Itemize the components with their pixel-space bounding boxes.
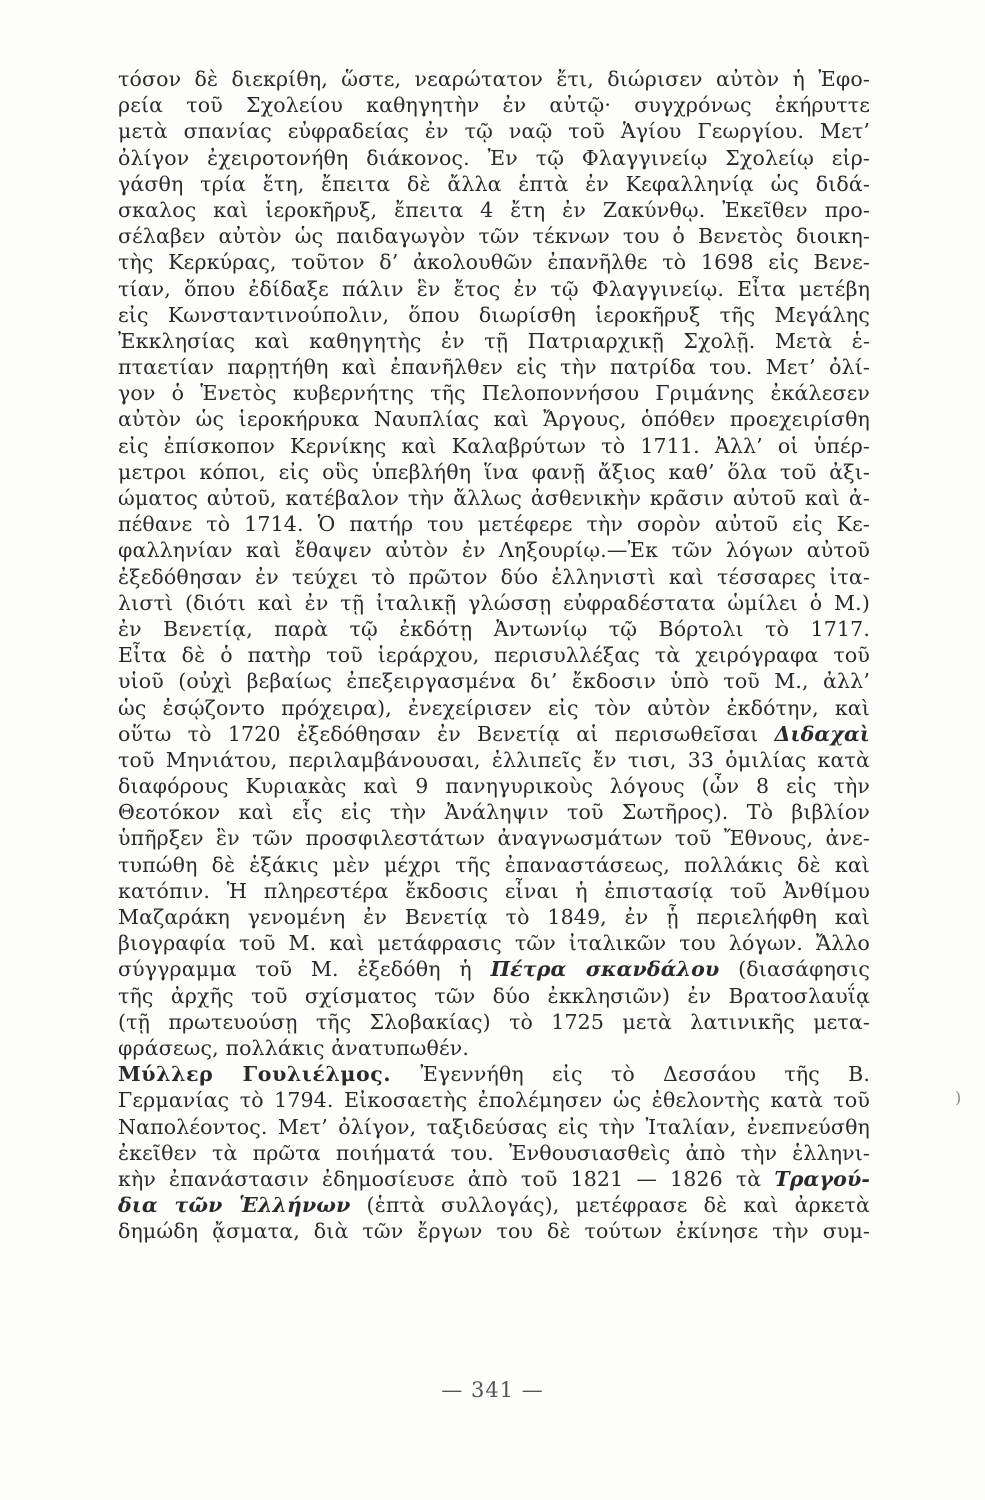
text-line: τὴς Κερκύρας, τοῦτον δ’ ἀκολουθῶν ἐπανῆλθε τὸ 1698 εἰς Βενε- (118, 250, 870, 275)
text-line: σέλαβεν αὐτὸν ὡς παιδαγωγὸν τῶν τέκνων του ὁ Βενετὸς διοικη- (118, 224, 870, 249)
text-line: διαφόρους Κυριακὰς καὶ 9 πανηγυρικοὺς λόγους (ὧν 8 εἰς τὴν (118, 774, 870, 799)
text-line: Ἐκκλησίας καὶ καθηγητὴς ἐν τῇ Πατριαρχικῇ Σχολῇ. Μετὰ ἑ- (118, 328, 870, 353)
emphasized-title: Πέτρα σκανδάλου (490, 957, 720, 982)
text-line: φράσεως, πολλάκις ἀνατυπωθέν. (118, 1035, 470, 1060)
text-line: πέθανε τὸ 1714. Ὁ πατήρ του μετέφερε τὴν σορὸν αὐτοῦ εἰς Κε- (118, 512, 870, 537)
text-line: κὴν ἐπανάστασιν ἐδημοσίευσε ἀπὸ τοῦ 1821 — 1826 τὰ Τραγού- (118, 1166, 870, 1191)
text-line: δια τῶν Ἑλλήνων (ἑπτὰ συλλογάς), μετέφρασε δὲ καὶ ἀρκετὰ (118, 1193, 870, 1218)
text-line: πταετίαν παρῃτήθη καὶ ἐπανῆλθεν εἰς τὴν πατρίδα του. Μετ’ ὀλί- (118, 355, 870, 380)
text-line: μετροι κόποι, εἰς οὓς ὑπεβλήθη ἵνα φανῇ ἄξιος καθ’ ὅλα τοῦ ἀξι- (118, 459, 870, 484)
text-line: ἐκεῖθεν τὰ πρῶτα ποιήματά του. Ἐνθουσιασθεὶς ἀπὸ τὴν ἑλληνι- (118, 1140, 870, 1165)
entry-first-line: Μύλλερ Γουλιέλμος. Ἐγεννήθη εἰς τὸ Δεσσάου τῆς Β. (118, 1062, 870, 1087)
text-line: Μαζαράκη γενομένη ἐν Βενετίᾳ τὸ 1849, ἐν ᾗ περιελήφθη καὶ (118, 905, 870, 929)
emphasized-title: δια τῶν Ἑλλήνων (118, 1193, 351, 1218)
text-line: εἰς ἐπίσκοπον Κερνίκης καὶ Καλαβρύτων τὸ 1711. Ἀλλ’ οἱ ὑπέρ- (118, 433, 870, 458)
text-line: ὡς ἐσῴζοντο πρόχειρα), ἐνεχείρισεν εἰς τὸν αὐτὸν ἐκδότην, καὶ (118, 695, 870, 720)
entry-headword: Μύλλερ Γουλιέλμος. (118, 1062, 421, 1087)
text-line: γον ὁ Ἑνετὸς κυβερνήτης τῆς Πελοποννήσου Γριμάνης ἐκάλεσεν (118, 381, 870, 406)
text-line: τοῦ Μηνιάτου, περιλαμβάνουσαι, ἐλλιπεῖς ἔν τισι, 33 ὁμιλίας κατὰ (118, 747, 870, 772)
text-line: βιογραφία τοῦ Μ. καὶ μετάφρασις τῶν ἰταλικῶν του λόγων. Ἄλλο (118, 931, 870, 956)
text-line: (τῇ πρωτευούσῃ τῆς Σλοβακίας) τὸ 1725 μετὰ λατινικῆς μετα- (118, 1009, 870, 1034)
text-line: αὐτὸν ὡς ἱεροκήρυκα Ναυπλίας καὶ Ἄργους, ὁπόθεν προεχειρίσθη (118, 407, 870, 432)
margin-mark: ) (955, 1088, 962, 1107)
text-line: κατόπιν. Ἡ πληρεστέρα ἔκδοσις εἶναι ἡ ἐπιστασίᾳ τοῦ Ἀνθίμου (118, 878, 870, 903)
text-line: τόσον δὲ διεκρίθη, ὥστε, νεαρώτατον ἔτι, διώρισεν αὐτὸν ἡ Ἐφο- (118, 67, 870, 91)
text-line: ἐν Βενετίᾳ, παρὰ τῷ ἐκδότῃ Ἀντωνίῳ τῷ Βόρτολι τὸ 1717. (118, 616, 870, 641)
text-line: Γερμανίας τὸ 1794. Εἰκοσαετὴς ἐπολέμησεν ὡς ἐθελοντὴς κατὰ τοῦ (118, 1088, 870, 1113)
emphasized-title: Διδαχαὶ (774, 721, 870, 746)
text-line: Θεοτόκον καὶ εἷς εἰς τὴν Ἀνάληψιν τοῦ Σωτῆρος). Τὸ βιβλίον (118, 800, 870, 825)
text-line: σύγγραμμα τοῦ Μ. ἐξεδόθη ἡ Πέτρα σκανδάλου (διασάφησις (118, 957, 870, 982)
text-line: φαλληνίαν καὶ ἔθαψεν αὐτὸν ἐν Ληξουρίῳ.—Ἐκ τῶν λόγων αὐτοῦ (118, 538, 870, 563)
body-text (118, 66, 870, 1244)
text-line: ρεία τοῦ Σχολείου καθηγητὴν ἐν αὐτῷ· συγχρόνως ἐκήρυττε (118, 93, 870, 118)
text-line: ὀλίγον ἐχειροτονήθη διάκονος. Ἐν τῷ Φλαγγινείῳ Σχολείῳ εἰρ- (118, 145, 870, 170)
text-line: ὑπῆρξεν ἓν τῶν προσφιλεστάτων ἀναγνωσμάτων τοῦ Ἔθνους, ἀνε- (118, 826, 870, 851)
text-line: τῆς ἀρχῆς τοῦ σχίσματος τῶν δύο ἐκκλησιῶν) ἐν Βρατοσλαυΐᾳ (118, 983, 870, 1008)
text-line: τυπώθη δὲ ἑξάκις μὲν μέχρι τῆς ἐπαναστάσεως, πολλάκις δὲ καὶ (118, 852, 870, 877)
text-line: ώματος αὐτοῦ, κατέβαλον τὴν ἄλλως ἀσθενικὴν κρᾶσιν αὐτοῦ καὶ ἀ- (118, 486, 870, 510)
text-line: οὕτω τὸ 1720 ἐξεδόθησαν ἐν Βενετίᾳ αἱ περισωθεῖσαι Διδαχαὶ (118, 721, 870, 746)
text-line: Εἶτα δὲ ὁ πατὴρ τοῦ ἱεράρχου, περισυλλέξας τὰ χειρόγραφα τοῦ (118, 643, 870, 668)
text-line: Ναπολέοντος. Μετ’ ὀλίγον, ταξιδεύσας εἰς τὴν Ἰταλίαν, ἐνεπνεύσθη (118, 1114, 870, 1139)
text-line: δημώδη ᾄσματα, διὰ τῶν ἔργων του δὲ τούτων ἐκίνησε τὴν συμ- (118, 1219, 870, 1244)
text-line: ἐξεδόθησαν ἐν τεύχει τὸ πρῶτον δύο ἑλληνιστὶ καὶ τέσσαρες ἰτα- (118, 564, 870, 589)
emphasized-title: Τραγού- (774, 1166, 870, 1191)
text-line: μετὰ σπανίας εὐφραδείας ἐν τῷ ναῷ τοῦ Ἁγίου Γεωργίου. Μετ’ (118, 119, 870, 144)
page-number: — 341 — (441, 1378, 544, 1402)
text-line: τίαν, ὅπου ἐδίδαξε πάλιν ἓν ἔτος ἐν τῷ Φλαγγινείῳ. Εἶτα μετέβη (118, 276, 870, 301)
text-line: γάσθη τρία ἔτη, ἔπειτα δὲ ἄλλα ἑπτὰ ἐν Κεφαλληνίᾳ ὡς διδά- (118, 171, 870, 196)
text-line: λιστὶ (διότι καὶ ἐν τῇ ἰταλικῇ γλώσσῃ εὐφραδέστατα ὡμίλει ὁ Μ.) (118, 590, 870, 615)
text-line: υἱοῦ (οὐχὶ βεβαίως ἐπεξειργασμένα δι’ ἔκδοσιν ὑπὸ τοῦ Μ., ἀλλ’ (118, 669, 870, 694)
text-line: σκαλος καὶ ἱεροκῆρυξ, ἔπειτα 4 ἔτη ἐν Ζακύνθῳ. Ἐκεῖθεν προ- (118, 197, 870, 222)
text-line: εἰς Κωνσταντινούπολιν, ὅπου διωρίσθη ἱεροκῆρυξ τῆς Μεγάλης (118, 302, 870, 327)
